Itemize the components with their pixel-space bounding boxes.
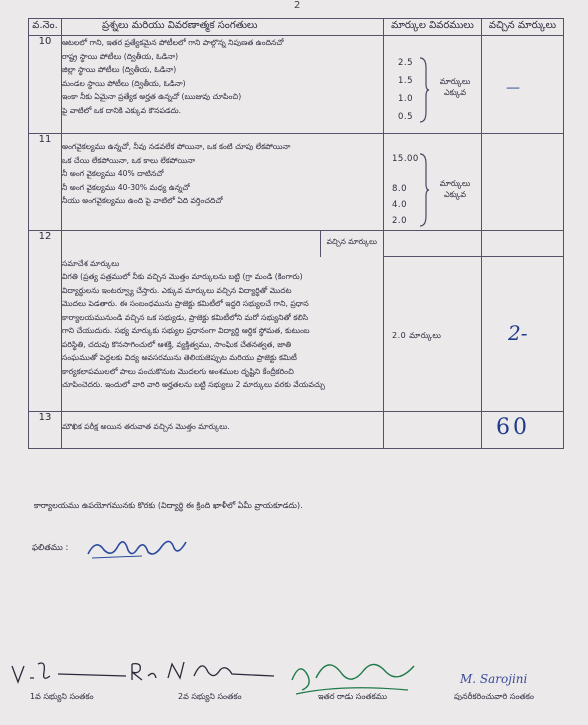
marks-table [28,18,564,449]
brace-icon [418,56,430,124]
row-description [62,257,384,412]
marks-label [432,76,478,98]
signature-label: 2వ సభ్యుని సంతకం [178,692,242,701]
description-line: సంఘముతో పెద్దలకు విద్య అవసరమును తెలియజెప్పుట మరియు ప్రాజెక్టు కమిటీ [62,353,297,362]
signature-2-icon [128,654,278,688]
table-row [29,134,564,231]
marks-label-line: ఎక్కువ [443,88,467,97]
table-header-row [29,19,564,36]
row-obtained [482,257,564,412]
description-line: పై వాటిలో ఒక దానికి ఎక్కువ కౌనపడదు. [62,105,182,115]
row-marks [384,412,482,449]
description-line: జిల్లా స్థాయి పోటీలు (ద్వితీయ, ఓడినా) [62,65,177,74]
signature-label: పునరీకరించువారి సంతకం [454,692,534,701]
marks-label-line: ఎక్కువ [443,190,467,199]
obtained-value: — [506,80,520,96]
description-line: ఇంకా నీకు ఏమైనా ప్రత్యేక అర్హత ఉన్నచో (ఋజువు చూపించి) [62,92,242,101]
marks-label-line: మార్కులు [439,77,471,86]
description-line: ఆటలలో గాని, ఇతర ప్రత్యేకమైన పోటీలలో గాని పాల్గొన్న నిపుణత ఉందినచో [62,38,284,47]
row-obtained [482,134,564,231]
marks-value: 8.0 [392,184,408,194]
description-line: అంగవైకల్యము ఉన్నచో, నీవు నడవలేక పోయినా, ఒక కంటి చూపు లేకపోయినా [62,142,291,151]
description-line: రాష్ట్ర స్థాయి పోటీలు (ద్వితీయ, ఓడినా) [62,51,179,61]
marks-label [432,178,478,200]
subtotal-spacer [62,231,384,257]
subtotal-row [29,231,564,257]
header-marks-details: మార్కుల వివరములు [384,19,482,36]
table-row [29,257,564,412]
row-obtained [482,412,564,449]
description-line: చూపించెదరు. ఇందులో వారి వారి అర్హతలను బట్టి సభ్యులు 2 మార్కులు వరకు వేయవచ్చు [62,380,326,389]
description-line: విగతి (ప్రత్య పత్రములో నీకు వచ్చిన మొత్తం మార్కులను బట్టి (గ్రా మండి (కింగారు) [62,272,303,281]
description-line: నీ అంగ వైకల్యము 40-30% మధ్య ఉన్నచో [62,182,190,192]
marks-value: 15.00 [392,154,419,164]
description-line: నీ అంగ వైకల్యము 40% దాటినచో [62,169,164,178]
marks-value: 2.0 మార్కులు [392,331,442,340]
marks-value: 4.0 [392,200,408,210]
row-marks [384,36,482,134]
description-line: కార్యాలయమునుండి వచ్చిన ఒక సభ్యుడు, ప్రాజెక్టు కమిటీలోని మరో సభ్యునితో కలిసి [62,312,309,322]
row-sno: 11 [29,134,62,231]
description-line: మొదలు పెడతారు. ఈ సంబంధమును ప్రాజెక్టు కమిటీలో ఇద్దరి సభ్యులచే గాని, ప్రధాన [62,299,309,308]
description-line: నీయు అంగవైకల్యము ఉంది పై వాటిలో ఏది వర్తించదిచో [62,196,223,205]
row-sno: 10 [29,36,62,134]
header-marks-obtained: వచ్చిన మార్కులు [482,19,564,36]
marks-value: 2.0 [392,216,408,226]
row-description: మౌఖిక పరీక్ష అయిన తరువాత వచ్చిన మొత్తం మార్కులు. [62,412,384,449]
description-line: పరిస్థితి, చదువు కొనసాగించులో ఆశక్తి, వ్యక్తిత్వము, సాంఘిక చేతనత్వత, జాతి [62,339,292,349]
description-line: విద్యార్థులను ఇంటర్వ్యూ చేస్తారు. ఎక్కువ మార్కులు వచ్చిన విద్యార్థితో మొదట [62,285,292,295]
result-signature-icon [82,528,192,564]
row-description [62,36,384,134]
result-label: ఫలితము : [32,543,69,553]
description-line: గాని చేయుదురు. సభ్య మార్కుకు సభ్యుల ప్రధానంగా విద్యార్థి ఆర్థిక స్థోమత, కుటుంబ [62,326,310,335]
table-row [29,36,564,134]
subtotal-marks [384,231,482,257]
row-sno: 13 [29,412,62,449]
row-marks [384,134,482,231]
description-line: ఒక చేయి లేకపోయినా, ఒక కాలు లేకపోయినా [62,155,196,165]
row-sno: 12 [29,231,62,412]
row-marks [384,257,482,412]
table-row [29,412,564,449]
signature-label: 1వ సభ్యుని సంతకం [30,692,94,701]
description-line: మండల స్థాయి పోటీలు (ద్వితీయ, ఓడినా) [62,78,186,88]
marks-value: 1.0 [398,94,414,104]
subtotal-obtained [482,231,564,257]
obtained-value: 2- [508,321,528,345]
signature-label: ఇతర రాడు సంతకము [318,692,388,701]
description-line: కార్యకలాపములలో పాలు పంచుకొనుట మొదలగు అంశముల దృష్టిని కేంద్రీకరించి [62,366,294,376]
marks-value: 0.5 [398,112,414,122]
header-questions: ప్రశ్నలు మరియు వివరణాత్మక సంగతులు [62,19,384,36]
signature-1-icon [8,656,128,688]
subtotal-label: వచ్చిన మార్కులు [320,231,383,257]
marks-label-line: మార్కులు [439,179,471,188]
marks-value: 2.5 [398,58,414,68]
row-obtained [482,36,564,134]
signature-4-hand: M. Sarojini [460,672,528,686]
row-description [62,134,384,231]
brace-icon [418,152,430,228]
row-title: సమాచేశ మార్కులు [62,258,120,268]
header-sno: వ.నెం. [29,19,62,36]
page-number: 2 [294,0,301,11]
marks-value: 1.5 [398,76,414,86]
office-use-note: కార్యాలయము ఉపయోగమునకు కొరకు (విద్యార్థి ఈ క్రింది ఖాళీలో ఏమీ వ్రాయకూడదు). [34,501,303,510]
obtained-value: 60 [496,415,530,440]
